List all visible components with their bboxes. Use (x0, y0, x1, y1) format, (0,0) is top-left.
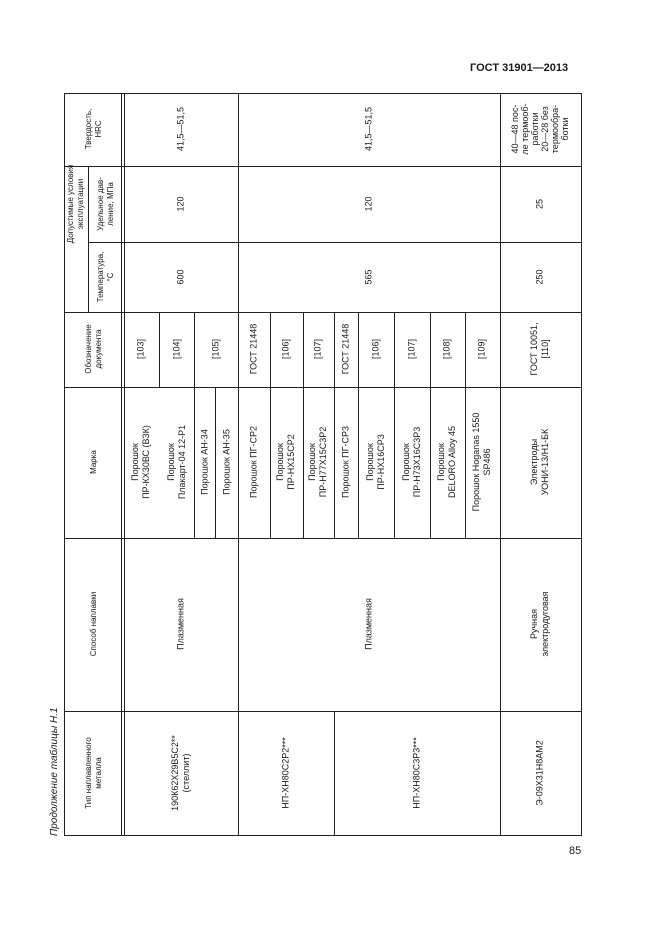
brand-cell: Порошок АН-34 (199, 429, 210, 495)
header-designation: Обозначение документа (84, 324, 103, 374)
metal-type-cell: НП-ХН80С3Р3*** (411, 737, 422, 809)
brand-cell: Порошок Hoganas 1550 SP486 (471, 412, 492, 512)
metal-type-cell: НП-ХН80С2Р2*** (280, 737, 291, 809)
pressure-cell: 120 (363, 196, 374, 212)
designation-cell: [103] (135, 338, 146, 360)
header-metal-type: Тип наплавленного металла (84, 737, 103, 809)
designation-cell: [104] (171, 338, 182, 360)
header-method: Способ наплавки (89, 591, 98, 657)
brand-cell: Порошок ПР-КХ30ВС (ВЗК) (130, 425, 151, 499)
header-hardness: Твердость, HRC (84, 108, 103, 150)
brand-cell: Электроды УОНИ-13/Н1-БК (529, 428, 550, 496)
method-cell: Ручная электродуговая (529, 591, 550, 657)
hardness-cell: 40—48 пос- ле термооб- работки 20—28 без термообра- ботки (510, 103, 570, 155)
designation-cell: ГОСТ 21448 (248, 323, 259, 375)
method-cell: Плазменная (175, 598, 186, 650)
header-pressure: Удельное дав- ление, МПа (96, 177, 115, 231)
metal-type-cell: 190К62Х29В5С2** (стеллит) (170, 735, 191, 811)
temperature-cell: 600 (175, 269, 186, 285)
header-brand: Марка (89, 450, 98, 474)
brand-cell: Порошок ПР-Н77Х15С3Р2 (307, 426, 328, 498)
hardness-cell: 41,5—51,5 (175, 106, 186, 152)
designation-cell: [106] (370, 338, 381, 360)
designation-cell: ГОСТ 21448 (340, 323, 351, 375)
temperature-cell: 565 (363, 269, 374, 285)
designation-cell: ГОСТ 10051, [110] (529, 322, 550, 376)
designation-cell: [107] (406, 338, 417, 360)
method-cell: Плазменная (363, 598, 374, 650)
pressure-cell: 25 (534, 198, 545, 210)
brand-cell: Порошок АН-35 (221, 429, 232, 495)
designation-cell: [106] (280, 338, 291, 360)
designation-cell: [105] (210, 338, 221, 360)
brand-cell: Порошок ПР-НХ16СР3 (365, 434, 386, 490)
page-number: 85 (569, 845, 582, 857)
hardness-cell: 41,5—51,5 (363, 106, 374, 152)
brand-cell: Порошок Плакарт-04 12-Р1 (166, 424, 187, 500)
header-conditions: Допустимые условия эксплуатации (66, 164, 85, 244)
brand-cell: Порошок ПР-Н73Х16С3Р3 (401, 426, 422, 498)
temperature-cell: 250 (534, 269, 545, 285)
metal-type-cell: Э-09Х31Н8АМ2 (534, 740, 545, 806)
brand-cell: Порошок ПР-НХ15СР2 (275, 434, 296, 490)
brand-cell: Порошок ПГ-СР2 (248, 426, 259, 498)
standard-number: ГОСТ 31901—2013 (470, 62, 569, 74)
brand-cell: Порошок DELORO Alloy 45 (436, 425, 457, 499)
continuation-label: Продолжение таблицы Н.1 (49, 707, 60, 836)
header-temperature: Температура, °С (96, 251, 115, 303)
designation-cell: [108] (441, 338, 452, 360)
designation-cell: [109] (476, 338, 487, 360)
pressure-cell: 120 (175, 196, 186, 212)
designation-cell: [107] (312, 338, 323, 360)
brand-cell: Порошок ПГ-СР3 (340, 426, 351, 498)
